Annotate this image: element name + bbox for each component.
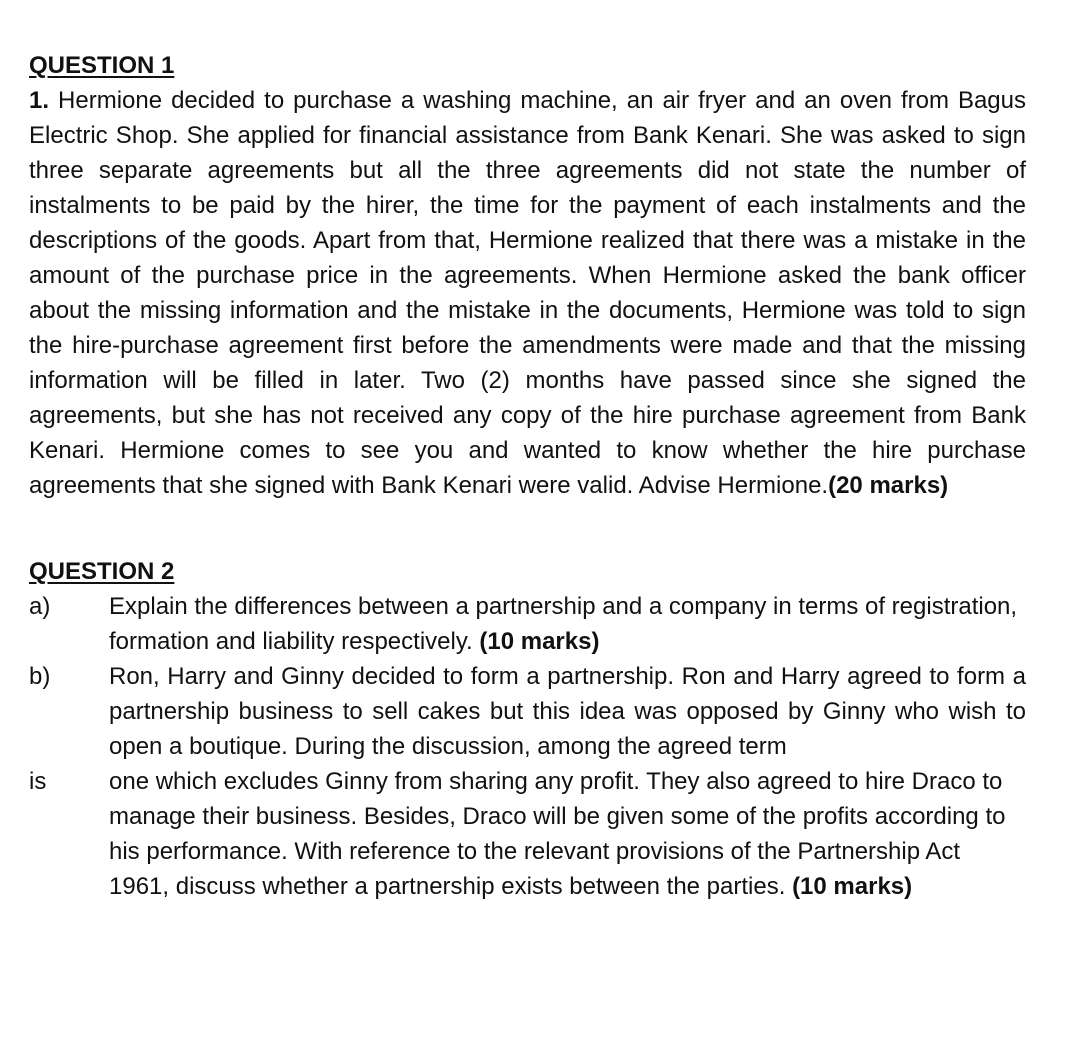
question-2-heading: QUESTION 2	[29, 558, 175, 585]
question-2	[29, 554, 1026, 904]
question-2b-marks: (10 marks)	[792, 873, 913, 900]
question-2b-text	[29, 659, 1026, 904]
question-1-heading: QUESTION 1	[29, 52, 175, 79]
question-2a-marks: (10 marks)	[479, 628, 600, 655]
question-2b-body-part2-wrap	[109, 764, 1026, 904]
question-2b-body-part1: Ron, Harry and Ginny decided to form a partnership. Ron and Harry agreed to form a partnership business to sell cakes but this idea was opposed by Ginny who wish to open a boutique. During the discussion, among the agreed term	[109, 663, 1026, 760]
question-1-number: 1.	[29, 87, 50, 114]
question-2a-text	[109, 589, 1026, 659]
question-2a-label: a)	[29, 593, 51, 620]
stray-word: is	[29, 768, 47, 795]
question-2b-body-part2: one which excludes Ginny from sharing any profit. They also agreed to hire Draco to manage their business. Besides, Draco will be given some of the profits according to his performance. With reference to the relevant provisions of the Partnership Act 1961, discuss whether a partnership exists between the parties.	[109, 768, 1006, 900]
question-2b	[29, 659, 1026, 904]
question-2a-body: Explain the differences between a partnership and a company in terms of registration, formation and liability respectively.	[109, 593, 1018, 655]
exam-page	[29, 48, 1026, 904]
question-1-marks: (20 marks)	[828, 472, 949, 499]
question-1-body: Hermione decided to purchase a washing machine, an air fryer and an oven from Bagus Electric Shop. She applied for financial assistance from Bank Kenari. She was asked to sign three separate agreements but all the three agreements did not state the number of instalments to be paid by the hirer, the time for the payment of each instalments and the descriptions of the goods. Apart from that, Hermione realized that there was a mistake in the amount of the purchase price in the agreements. When Hermione asked the bank officer about the missing information and the mistake in the documents, Hermione was told to sign the hire-purchase agreement first before the amendments were made and that the missing information will be filled in later. Two (2) months have passed since she signed the agreements, but she has not received any copy of the hire purchase agreement from Bank Kenari. Hermione comes to see you and wanted to know whether the hire purchase agreements that she signed with Bank Kenari were valid. Advise Hermione.	[29, 87, 1026, 499]
question-2a	[29, 589, 1026, 659]
question-1	[29, 48, 1026, 503]
question-2b-label: b)	[29, 663, 51, 690]
question-1-text	[29, 83, 1026, 503]
